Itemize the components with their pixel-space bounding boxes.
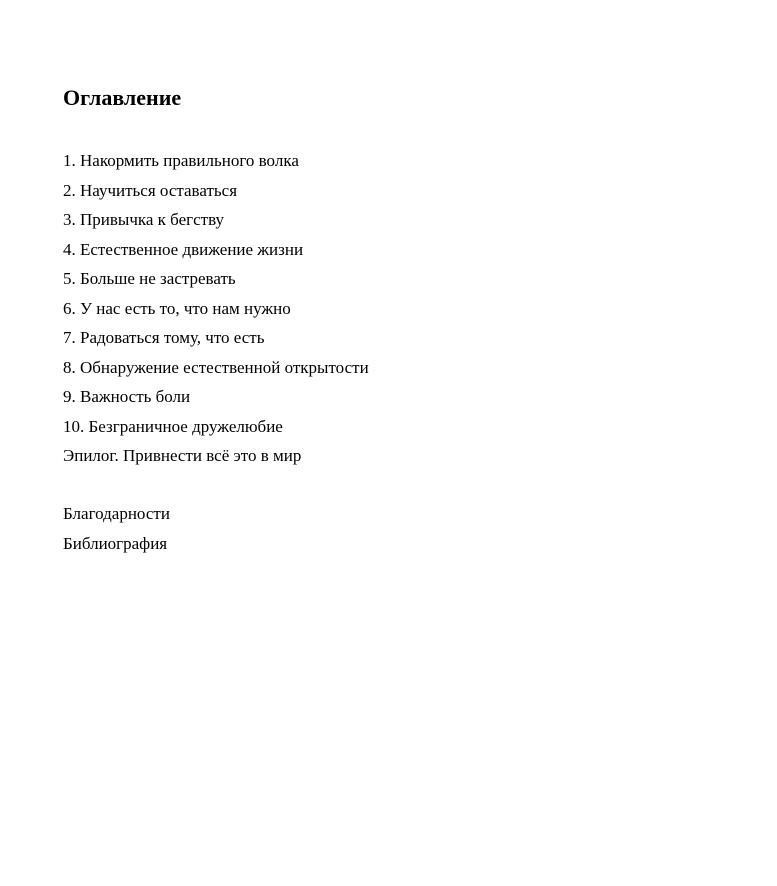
- toc-entry-chapter-5: 5. Больше не застревать: [63, 269, 236, 288]
- toc-entry-epilogue: Эпилог. Привнести всё это в мир: [63, 446, 302, 465]
- toc-entry-bibliography: Библиография: [63, 533, 168, 553]
- toc-entry-chapter-4: 4. Естественное движение жизни: [63, 239, 304, 259]
- toc-entry-chapter-3: 3. Привычка к бегству: [63, 210, 225, 229]
- toc-entry-chapter-9: 9. Важность боли: [63, 387, 191, 406]
- back-matter-list: [63, 499, 170, 558]
- toc-entry-chapter-10: 10. Безграничное дружелюбие: [63, 416, 283, 436]
- toc-entry-acknowledgements: Благодарности: [63, 504, 170, 523]
- toc-entry-chapter-6: 6. У нас есть то, что нам нужно: [63, 298, 291, 318]
- toc-entry-chapter-8: 8. Обнаружение естественной открытости: [63, 357, 369, 377]
- table-of-contents-title: Оглавление: [63, 85, 182, 110]
- toc-entry-chapter-1: 1. Накормить правильного волка: [63, 151, 299, 170]
- chapter-list: [63, 146, 369, 471]
- toc-entry-chapter-7: 7. Радоваться тому, что есть: [63, 328, 265, 347]
- toc-entry-chapter-2: 2. Научиться оставаться: [63, 180, 238, 200]
